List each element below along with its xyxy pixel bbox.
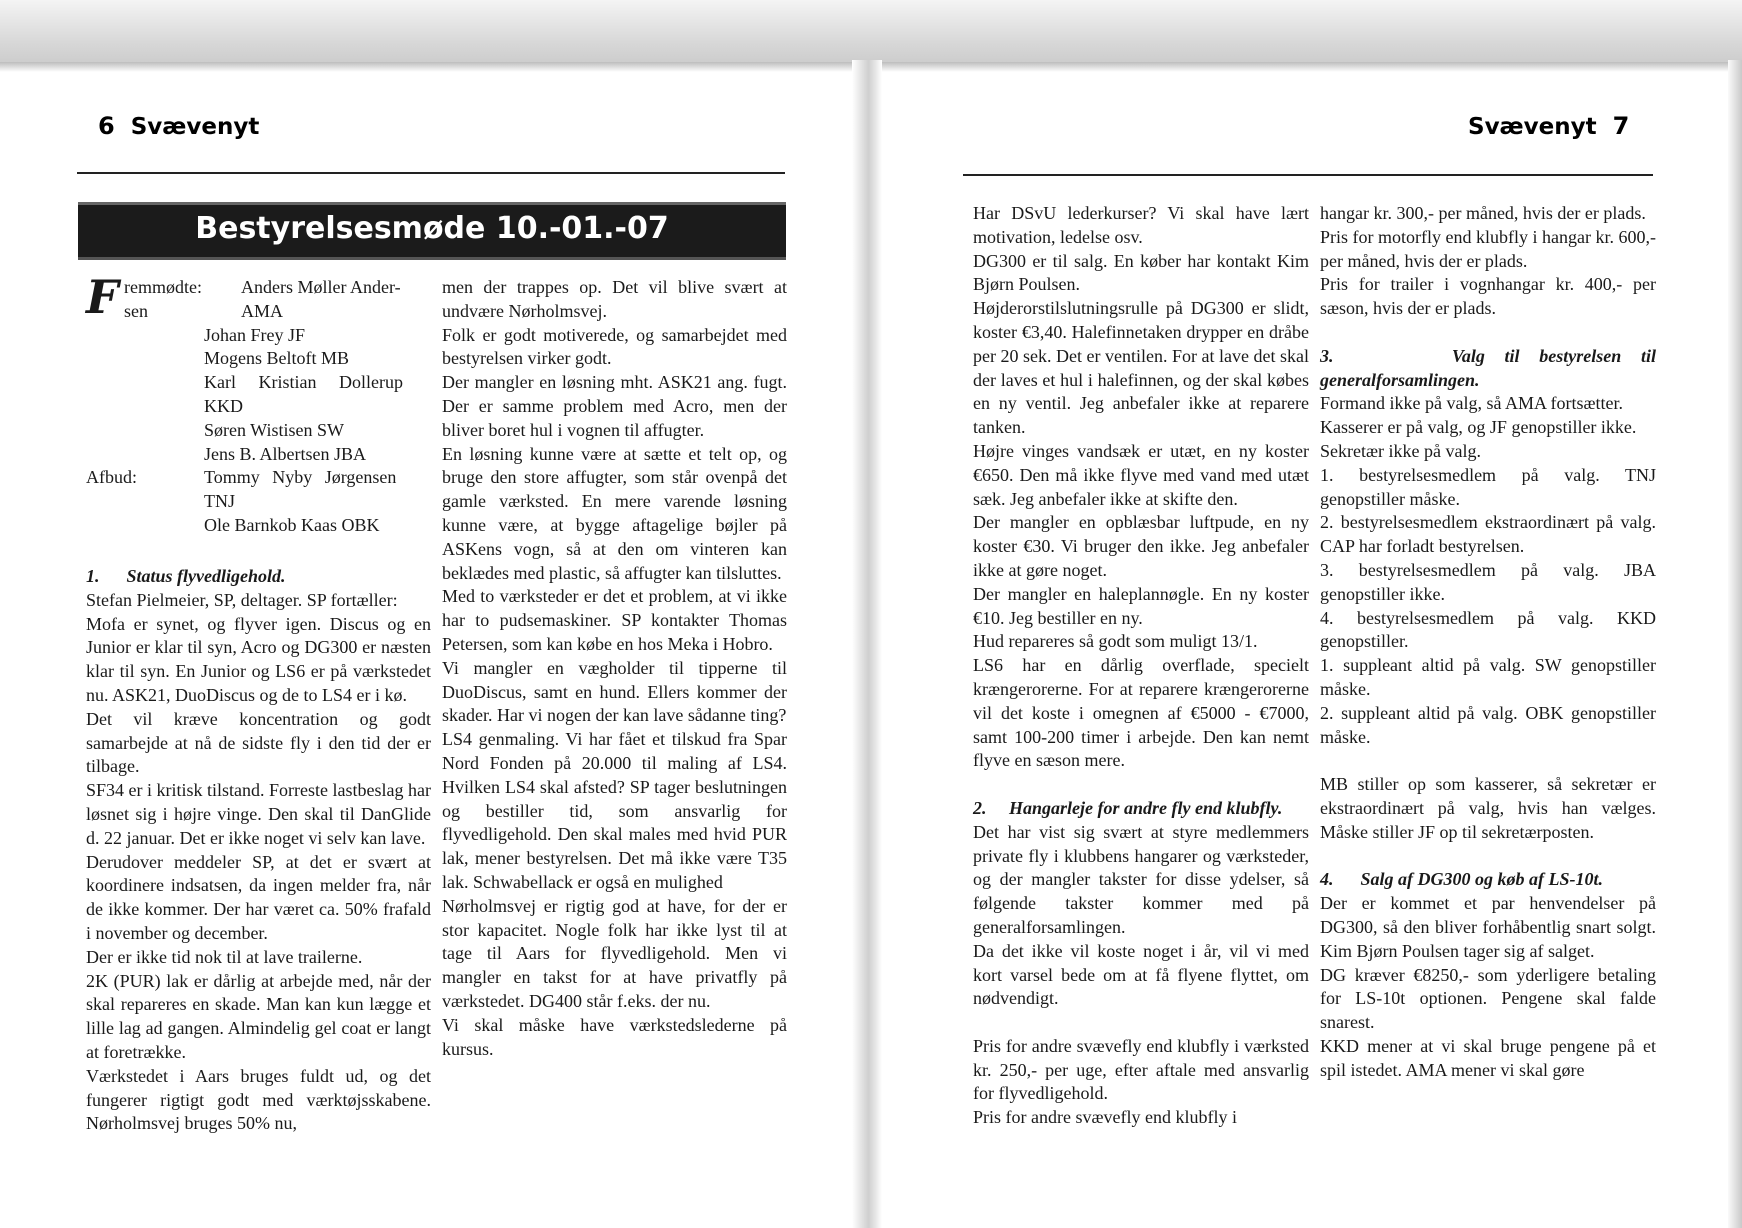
right-page-header [1468,112,1629,140]
paragraph: hangar kr. 300,- per måned, hvis der er plads. [1320,203,1646,223]
left-page-number: 6 [98,112,115,140]
paragraph: Pris for motorfly end klubfly i hangar kr. 600,- per måned, hvis der er plads. [1320,226,1656,271]
paragraph: En løsning kunne være at sætte et telt op, og bruge den store affugter, som står ovenpå det gamle værksted. En mere varende løsning kunne være, at bygge aftagelige bøjler på ASKens vogn, så at den om vinteren kan beklædes med plastic, så affugter kan tilsluttes. [442,443,787,583]
present-name: Jens B. Albertsen JBA [204,443,366,464]
paragraph: DG kræver €8250,- som yderligere betaling for LS-10t optionen. Pengene skal falde snarest. [1320,964,1656,1033]
paragraph: Kasserer er på valg, og JF genopstiller ikke. [1320,417,1637,438]
paragraph: men der trappes op. Det vil blive svært at undvære Nørholmsvej. [442,277,787,321]
paragraph: Vi skal måske have værkstedslederne på kursus. [442,1014,787,1059]
left-column-2 [442,276,787,1061]
paragraph: Det har vist sig svært at styre medlemmers private fly i klubbens hangarer og værksteder, og der mangler takster for disse ydelser, så følgende takster kommer med på generalforsamlingen. [973,821,1309,937]
paragraph: Mofa er synet, og flyver igen. Discus og en Junior er klar til syn, Acro og DG300 er næsten klar til syn. En Junior og LS6 er på værkstedet nu. ASK21, DuoDiscus og de to LS4 er i kø. [86,613,431,705]
paragraph: Med to værksteder er det et problem, at vi ikke har to pudsemaskiner. SP kontakter Thomas Petersen, som kan købe en hos Meka i Hobro. [442,586,787,654]
present-name: Karl Kristian Dollerup [204,372,403,393]
paragraph: SF34 er i kritisk tilstand. Forreste lastbeslag har løsnet sig i højre vinge. Den skal til DanGlide d. 22 januar. Det er ikke noget vi selv kan lave. [86,780,431,848]
paragraph: MB stiller op som kasserer, så sekretær er ekstraordinært på valg, hvis han vælges. Måske stiller JF op til sekretærposten. [1320,774,1656,842]
absent-name: Ole Barnkob Kaas OBK [204,514,380,535]
paragraph: Der er ikke tid nok til at lave trailerne. [86,946,363,967]
drop-cap: F [86,270,119,324]
paragraph: KKD mener at vi skal bruge pengene på et spil istedet. AMA mener vi skal gøre [1320,1035,1656,1080]
paragraph: Der er kommet et par henvendelser på DG300, så den bliver forhåbentlig snart solgt. Kim Bjørn Poulsen tager sig af salget. [1320,893,1656,961]
paragraph: 4. bestyrelsesmedlem på valg. KKD genopstiller. [1320,607,1656,652]
page-right-edge [1728,60,1742,1228]
paragraph: 2. suppleant altid på valg. OBK genopstiller måske. [1320,702,1656,747]
paragraph: Det vil kræve koncentration og godt samarbejde at nå de sidste fly i den tid der er tilbage. [86,708,431,777]
paragraph: Pris for trailer i vognhangar kr. 400,- per sæson, hvis der er plads. [1320,274,1656,319]
absent-name: Tommy Nyby Jørgensen [204,467,397,488]
paragraph: Hud repareres så godt som muligt 13/1. [973,631,1258,652]
paragraph: Værkstedet i Aars bruges fuldt ud, og det fungerer rigtigt godt med værktøjsskabene. Nørholmsvej bruges 50% nu, [86,1065,431,1134]
attendance-block [86,270,431,538]
paragraph: Der mangler en løsning mht. ASK21 ang. fugt. Der er samme problem med Acro, men der bliver boret hul i vognen til affugter. [442,372,787,440]
paragraph: Pris for andre svævefly end klubfly i [973,1107,1237,1128]
present-name: KKD [204,395,243,416]
paragraph: 1. bestyrelsesmedlem på valg. TNJ genopstiller måske. [1320,464,1656,509]
paragraph: Der mangler en haleplannøgle. En ny koster €10. Jeg bestiller en ny. [973,583,1309,628]
present-name: Johan Frey JF [204,324,306,345]
paragraph: Derudover meddeler SP, at det er svært at koordinere indsatsen, da ingen melder fra, når de ikke kommer. Der har været ca. 50% frafald i november og december. [86,851,431,943]
right-column-2 [1320,202,1656,1082]
paragraph: Har DSvU lederkurser? Vi skal have lært motivation, ledelse osv. [973,203,1309,247]
left-publication-name: Svævenyt [130,114,260,140]
paragraph: 2. bestyrelsesmedlem ekstraordinært på valg. CAP har forladt bestyrelsen. [1320,512,1656,557]
section-4-heading: 4. Salg af DG300 og køb af LS-10t. [1320,869,1603,890]
right-publication-name: Svævenyt [1468,114,1597,140]
paragraph: Pris for andre svævefly end klubfly i værksted kr. 250,- per uge, efter aftale med ansvarlig for flyvedligehold. [973,1035,1309,1104]
paragraph: 2K (PUR) lak er dårlig at arbejde med, når der skal repareres en skade. Man kan kun lægge et lille lag ad gangen. Almindelig gel coat er langt at foretrække. [86,970,431,1062]
paragraph: Da det ikke vil koste noget i år, vil vi med kort varsel bede om at få flyene flyttet, om nødvendigt. [973,940,1309,1009]
present-label-tail: sen [124,300,148,321]
paragraph: Formand ikke på valg, så AMA fortsætter. [1320,393,1623,414]
paragraph: LS6 har en dårlig overflade, specielt krængerorerne. For at reparere krængerorerne vil det koste i omegnen af €5000 - €7000, samt 100-200 timer i arbejde. Den kan nemt flyve en sæson mere. [973,655,1309,771]
section-1-heading: 1. Status flyvedligehold. [86,566,286,586]
present-first-name: Anders Møller Ander- [241,277,401,297]
meeting-title: Bestyrelsesmøde 10.-01.-07 [195,211,669,246]
present-label: remmødte: [124,277,202,297]
present-name: Søren Wistisen SW [204,419,344,440]
right-column-1 [973,202,1309,1130]
paragraph: LS4 genmaling. Vi har fået et tilskud fra Spar Nord Fonden på 20.000 til maling af LS4. Hvilken LS4 skal afsted? SP tager beslutningen og bestiller tid, som ansvarlig for flyvedligehold. Den skal males med hvid PUR lak, mener bestyrelsen. Det må ikke være T35 lak. Schwabellack er også en mulighed [442,729,787,892]
paragraph: Højderorstilslutningsrulle på DG300 er slidt, koster €3,40. Halefinnetaken drypper en dråbe per 20 sek. Det er ventilen. For at lave det skal der laves et hul i halefinnen, og der skal købes en ny ventil. Jeg anbefaler ikke at reparere tanken. [973,298,1309,438]
paragraph: Højre vinges vandsæk er utæt, en ny koster €650. Den må ikke flyve med vand med utæt sæk. Jeg anbefaler ikke at skifte den. [973,440,1309,509]
present-name: Mogens Beltoft MB [204,348,350,369]
absent-label: Afbud: [86,467,137,488]
absent-name: TNJ [204,491,235,512]
paragraph: Der mangler en opblæsbar luftpude, en ny koster €30. Vi bruger den ikke. Jeg anbefaler ikke at gøre noget. [973,512,1309,580]
section-2-heading: 2. Hangarleje for andre fly end klubfly. [973,797,1283,818]
paragraph: DG300 er til salg. En køber har kontakt Kim Bjørn Poulsen. [973,250,1309,295]
paragraph: Folk er godt motiverede, og samarbejdet med bestyrelsen virker godt. [442,324,787,369]
left-column-1 [86,565,431,1136]
paragraph: 3. bestyrelsesmedlem på valg. JBA genopstiller ikke. [1320,559,1656,604]
left-header-rule [77,172,785,174]
paragraph: Stefan Pielmeier, SP, deltager. SP fortæller: [86,589,398,610]
paragraph: Vi mangler en vægholder til tipperne til DuoDiscus, samt en hund. Ellers kommer der skader. Har vi nogen der kan lave sådanne ting? [442,657,787,726]
paragraph: 1. suppleant altid på valg. SW genopstiller måske. [1320,655,1656,699]
section-3-heading: 3. Valg til bestyrelsen til generalforsamlingen. [1320,345,1656,390]
right-header-rule [963,174,1653,176]
paragraph: Sekretær ikke på valg. [1320,440,1481,461]
right-page-number: 7 [1612,112,1630,140]
meeting-title-banner [78,202,786,260]
paragraph: Nørholmsvej er rigtig god at have, for der er stor kapacitet. Nogle folk har ikke lyst til at tage til Aars for flyvedligehold. Men vi mangler en takst for at have privatfly på værkstedet. DG400 står f.eks. der nu. [442,895,787,1011]
present-first-abbr: AMA [241,300,284,321]
book-spine [852,60,882,1228]
left-page-header [98,112,259,140]
